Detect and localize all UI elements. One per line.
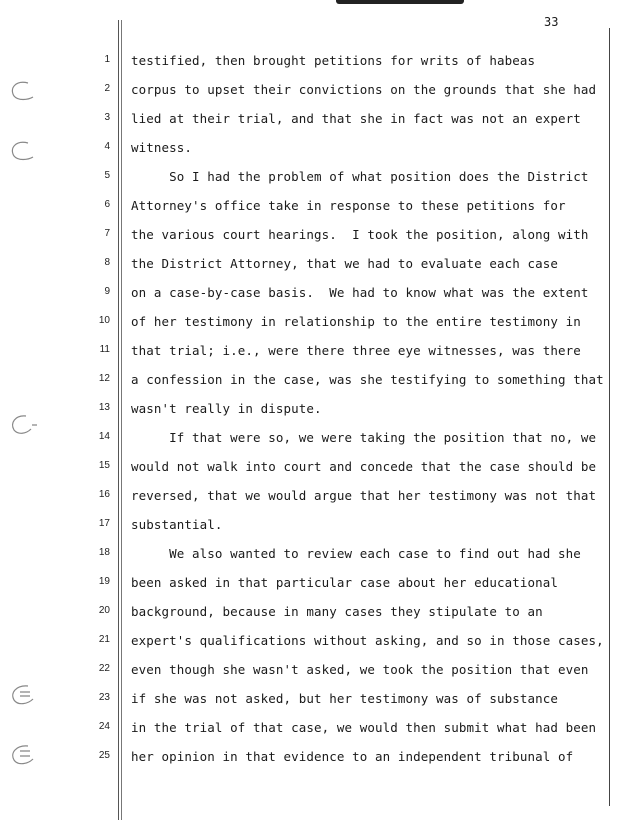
transcript-line: her opinion in that evidence to an independent tribunal of [131,749,574,764]
transcript-line: witness. [131,140,193,155]
transcript-line: even though she wasn't asked, we took the position that even [131,662,589,677]
right-margin-rule [609,28,610,806]
line-number: 3 [104,112,110,123]
line-number: 23 [98,692,110,703]
transcript-line: If that were so, we were taking the position that no, we [131,430,597,445]
transcript-line: a confession in the case, was she testifying to something that [131,372,604,387]
line-number: 1 [104,54,110,65]
transcript-line: that trial; i.e., were there three eye witnesses, was there [131,343,581,358]
left-margin-rule [118,20,119,820]
punch-hole-mark-icon [6,682,40,708]
transcript-line: lied at their trial, and that she in fact was not an expert [131,111,581,126]
punch-hole-mark-icon [6,138,40,164]
transcript-line: testified, then brought petitions for writs of habeas [131,53,536,68]
line-number: 11 [99,344,110,355]
transcript-line: expert's qualifications without asking, and so in those cases, [131,633,604,648]
transcript-line: substantial. [131,517,223,532]
transcript-line: of her testimony in relationship to the entire testimony in [131,314,581,329]
line-number: 13 [98,402,110,413]
line-number: 4 [104,141,110,152]
top-edge-mark-icon [336,0,464,4]
line-number: 15 [98,460,110,471]
line-number: 5 [104,170,110,181]
transcript-line: reversed, that we would argue that her testimony was not that [131,488,597,503]
line-number: 6 [104,199,110,210]
left-margin-rule-inner [121,20,122,820]
line-number: 20 [98,605,110,616]
line-number: 10 [98,315,110,326]
transcript-line: We also wanted to review each case to find out had she [131,546,581,561]
transcript-line: So I had the problem of what position does the District [131,169,589,184]
line-number: 21 [98,634,110,645]
line-number: 19 [98,576,110,587]
line-number: 2 [104,83,110,94]
transcript-line: corpus to upset their convictions on the grounds that she had [131,82,597,97]
transcript-line: on a case-by-case basis. We had to know what was the extent [131,285,589,300]
line-number: 9 [104,286,110,297]
transcript-line: wasn't really in dispute. [131,401,322,416]
transcript-line: in the trial of that case, we would then submit what had been [131,720,597,735]
transcript-line: Attorney's office take in response to these petitions for [131,198,566,213]
punch-hole-mark-icon [6,412,40,438]
punch-hole-mark-icon [6,742,40,768]
transcript-line: the District Attorney, that we had to evaluate each case [131,256,559,271]
line-number: 25 [98,750,110,761]
line-number: 14 [98,431,110,442]
transcript-line: would not walk into court and concede that the case should be [131,459,597,474]
line-number: 18 [98,547,110,558]
page-number: 33 [544,15,559,29]
transcript-line: been asked in that particular case about her educational [131,575,559,590]
line-number: 22 [98,663,110,674]
line-number: 24 [98,721,110,732]
line-number: 17 [98,518,110,529]
line-number: 7 [104,228,110,239]
transcript-line: background, because in many cases they stipulate to an [131,604,543,619]
line-number: 16 [98,489,110,500]
transcript-line: the various court hearings. I took the position, along with [131,227,589,242]
punch-hole-mark-icon [6,78,40,104]
line-number: 12 [98,373,110,384]
transcript-line: if she was not asked, but her testimony was of substance [131,691,559,706]
line-number: 8 [104,257,110,268]
